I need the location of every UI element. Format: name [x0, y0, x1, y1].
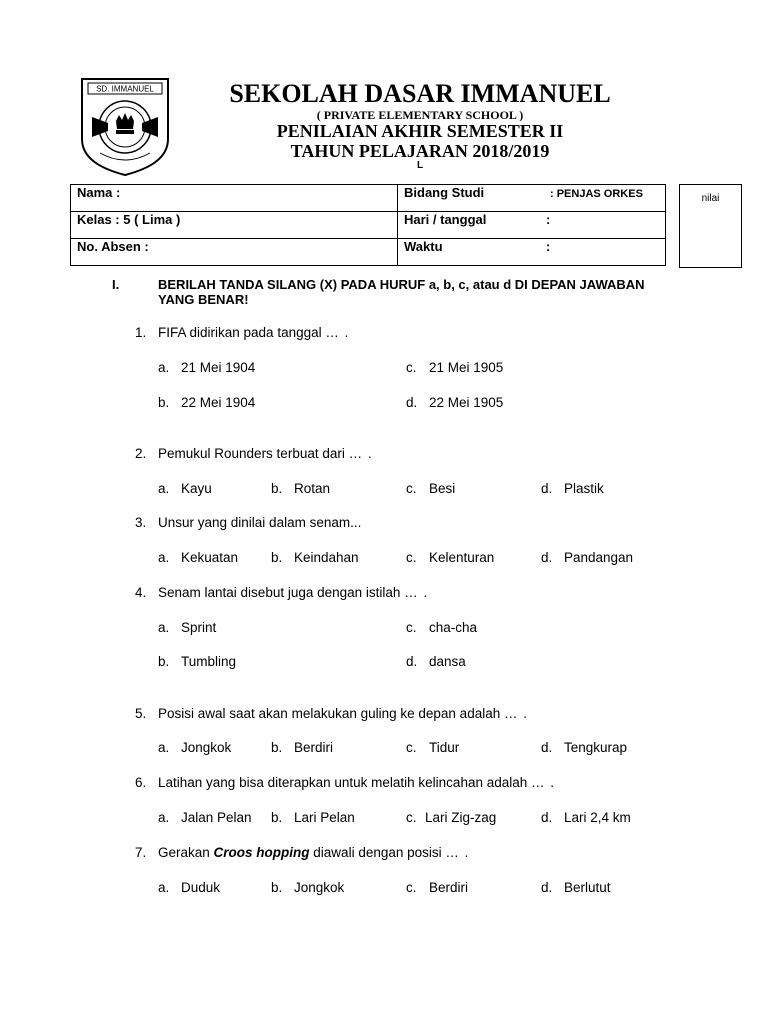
- time-value[interactable]: :: [540, 239, 666, 266]
- option-3a[interactable]: a. Kekuatan: [158, 550, 239, 565]
- option-6b[interactable]: b. Lari Pelan: [271, 810, 355, 825]
- logo-text: SD. IMMANUEL: [96, 84, 154, 94]
- option-1a[interactable]: a. 21 Mei 1904: [158, 360, 256, 375]
- student-info-table: [70, 184, 666, 266]
- option-6d[interactable]: d. Lari 2,4 km: [541, 810, 631, 825]
- option-5d[interactable]: d. Tengkurap: [541, 740, 628, 755]
- option-7c[interactable]: c. Berdiri: [406, 880, 469, 895]
- option-1c[interactable]: c. 21 Mei 1905: [406, 360, 504, 375]
- time-label: Waktu: [398, 239, 541, 266]
- question-text: Posisi awal saat akan melakukan guling ke depan adalah … .: [158, 706, 529, 721]
- option-2c[interactable]: c. Besi: [406, 481, 456, 496]
- subject-value-text: : PENJAS ORKES: [550, 188, 643, 200]
- absen-field[interactable]: No. Absen :: [71, 239, 398, 266]
- option-2a[interactable]: a. Kayu: [158, 481, 212, 496]
- option-7a[interactable]: a. Duduk: [158, 880, 221, 895]
- question-text: Gerakan Croos hopping diawali dengan posisi … .: [158, 845, 470, 860]
- option-4b[interactable]: b. Tumbling: [158, 654, 237, 669]
- question-text: Latihan yang bisa diterapkan untuk melatih kelincahan adalah … .: [158, 775, 556, 790]
- option-5c[interactable]: c. Tidur: [406, 740, 460, 755]
- school-year: TAHUN PELAJARAN 2018/2019: [290, 141, 550, 161]
- score-label: nilai: [701, 193, 720, 204]
- option-1b[interactable]: b. 22 Mei 1904: [158, 395, 256, 410]
- option-6a[interactable]: a. Jalan Pelan: [158, 810, 252, 825]
- question-number: 2.: [135, 446, 147, 461]
- day-label: Hari / tanggal: [398, 212, 541, 239]
- question-dots: … .: [325, 325, 350, 340]
- option-4c[interactable]: c. cha-cha: [406, 620, 478, 635]
- question-number: 7.: [135, 845, 147, 860]
- section-number: I.: [112, 277, 120, 292]
- question-number: 1.: [135, 325, 147, 340]
- school-type: ( PRIVATE ELEMENTARY SCHOOL ): [316, 108, 524, 122]
- subject-label: Bidang Studi: [398, 185, 541, 212]
- option-3c[interactable]: c. Kelenturan: [406, 550, 495, 565]
- question-number: 3.: [135, 515, 147, 530]
- question-dots: … .: [404, 585, 429, 600]
- question-text: Unsur yang dinilai dalam senam...: [158, 515, 362, 530]
- header-mark: L: [416, 160, 424, 171]
- name-field[interactable]: Nama :: [71, 185, 398, 212]
- option-5b[interactable]: b. Berdiri: [271, 740, 334, 755]
- score-box[interactable]: [679, 184, 742, 268]
- class-field[interactable]: Kelas : 5 ( Lima ): [71, 212, 398, 239]
- option-2d[interactable]: d. Plastik: [541, 481, 604, 496]
- day-value[interactable]: :: [540, 212, 666, 239]
- subject-value: [540, 185, 666, 212]
- option-4d[interactable]: d. dansa: [406, 654, 466, 669]
- option-7b[interactable]: b. Jongkok: [271, 880, 345, 895]
- question-text: Pemukul Rounders terbuat dari … .: [158, 446, 373, 461]
- question-number: 6.: [135, 775, 147, 790]
- option-3b[interactable]: b. Keindahan: [271, 550, 359, 565]
- school-name: SEKOLAH DASAR IMMANUEL: [229, 79, 611, 108]
- exam-title: PENILAIAN AKHIR SEMESTER II: [276, 121, 564, 141]
- question-number: 4.: [135, 585, 147, 600]
- option-5a[interactable]: a. Jongkok: [158, 740, 232, 755]
- option-7d[interactable]: d. Berlutut: [541, 880, 611, 895]
- question-number: 5.: [135, 706, 147, 721]
- question-text: FIFA didirikan pada tanggal … .: [158, 325, 350, 340]
- question-text: Senam lantai disebut juga dengan istilah … .: [158, 585, 429, 600]
- question-dots: … .: [348, 446, 373, 461]
- question-dots: … .: [445, 845, 470, 860]
- option-1d[interactable]: d. 22 Mei 1905: [406, 395, 504, 410]
- option-2b[interactable]: b. Rotan: [271, 481, 331, 496]
- emphasis-term: Croos hopping: [213, 845, 310, 860]
- section-instruction: BERILAH TANDA SILANG (X) PADA HURUF a, b, c, atau d DI DEPAN JAWABAN YANG BENAR!: [158, 277, 645, 307]
- school-logo: [78, 77, 172, 177]
- option-6c[interactable]: c. Lari Zig-zag: [406, 810, 497, 825]
- option-3d[interactable]: d. Pandangan: [541, 550, 634, 565]
- option-4a[interactable]: a. Sprint: [158, 620, 217, 635]
- question-dots: … .: [531, 775, 556, 790]
- question-dots: … .: [504, 706, 529, 721]
